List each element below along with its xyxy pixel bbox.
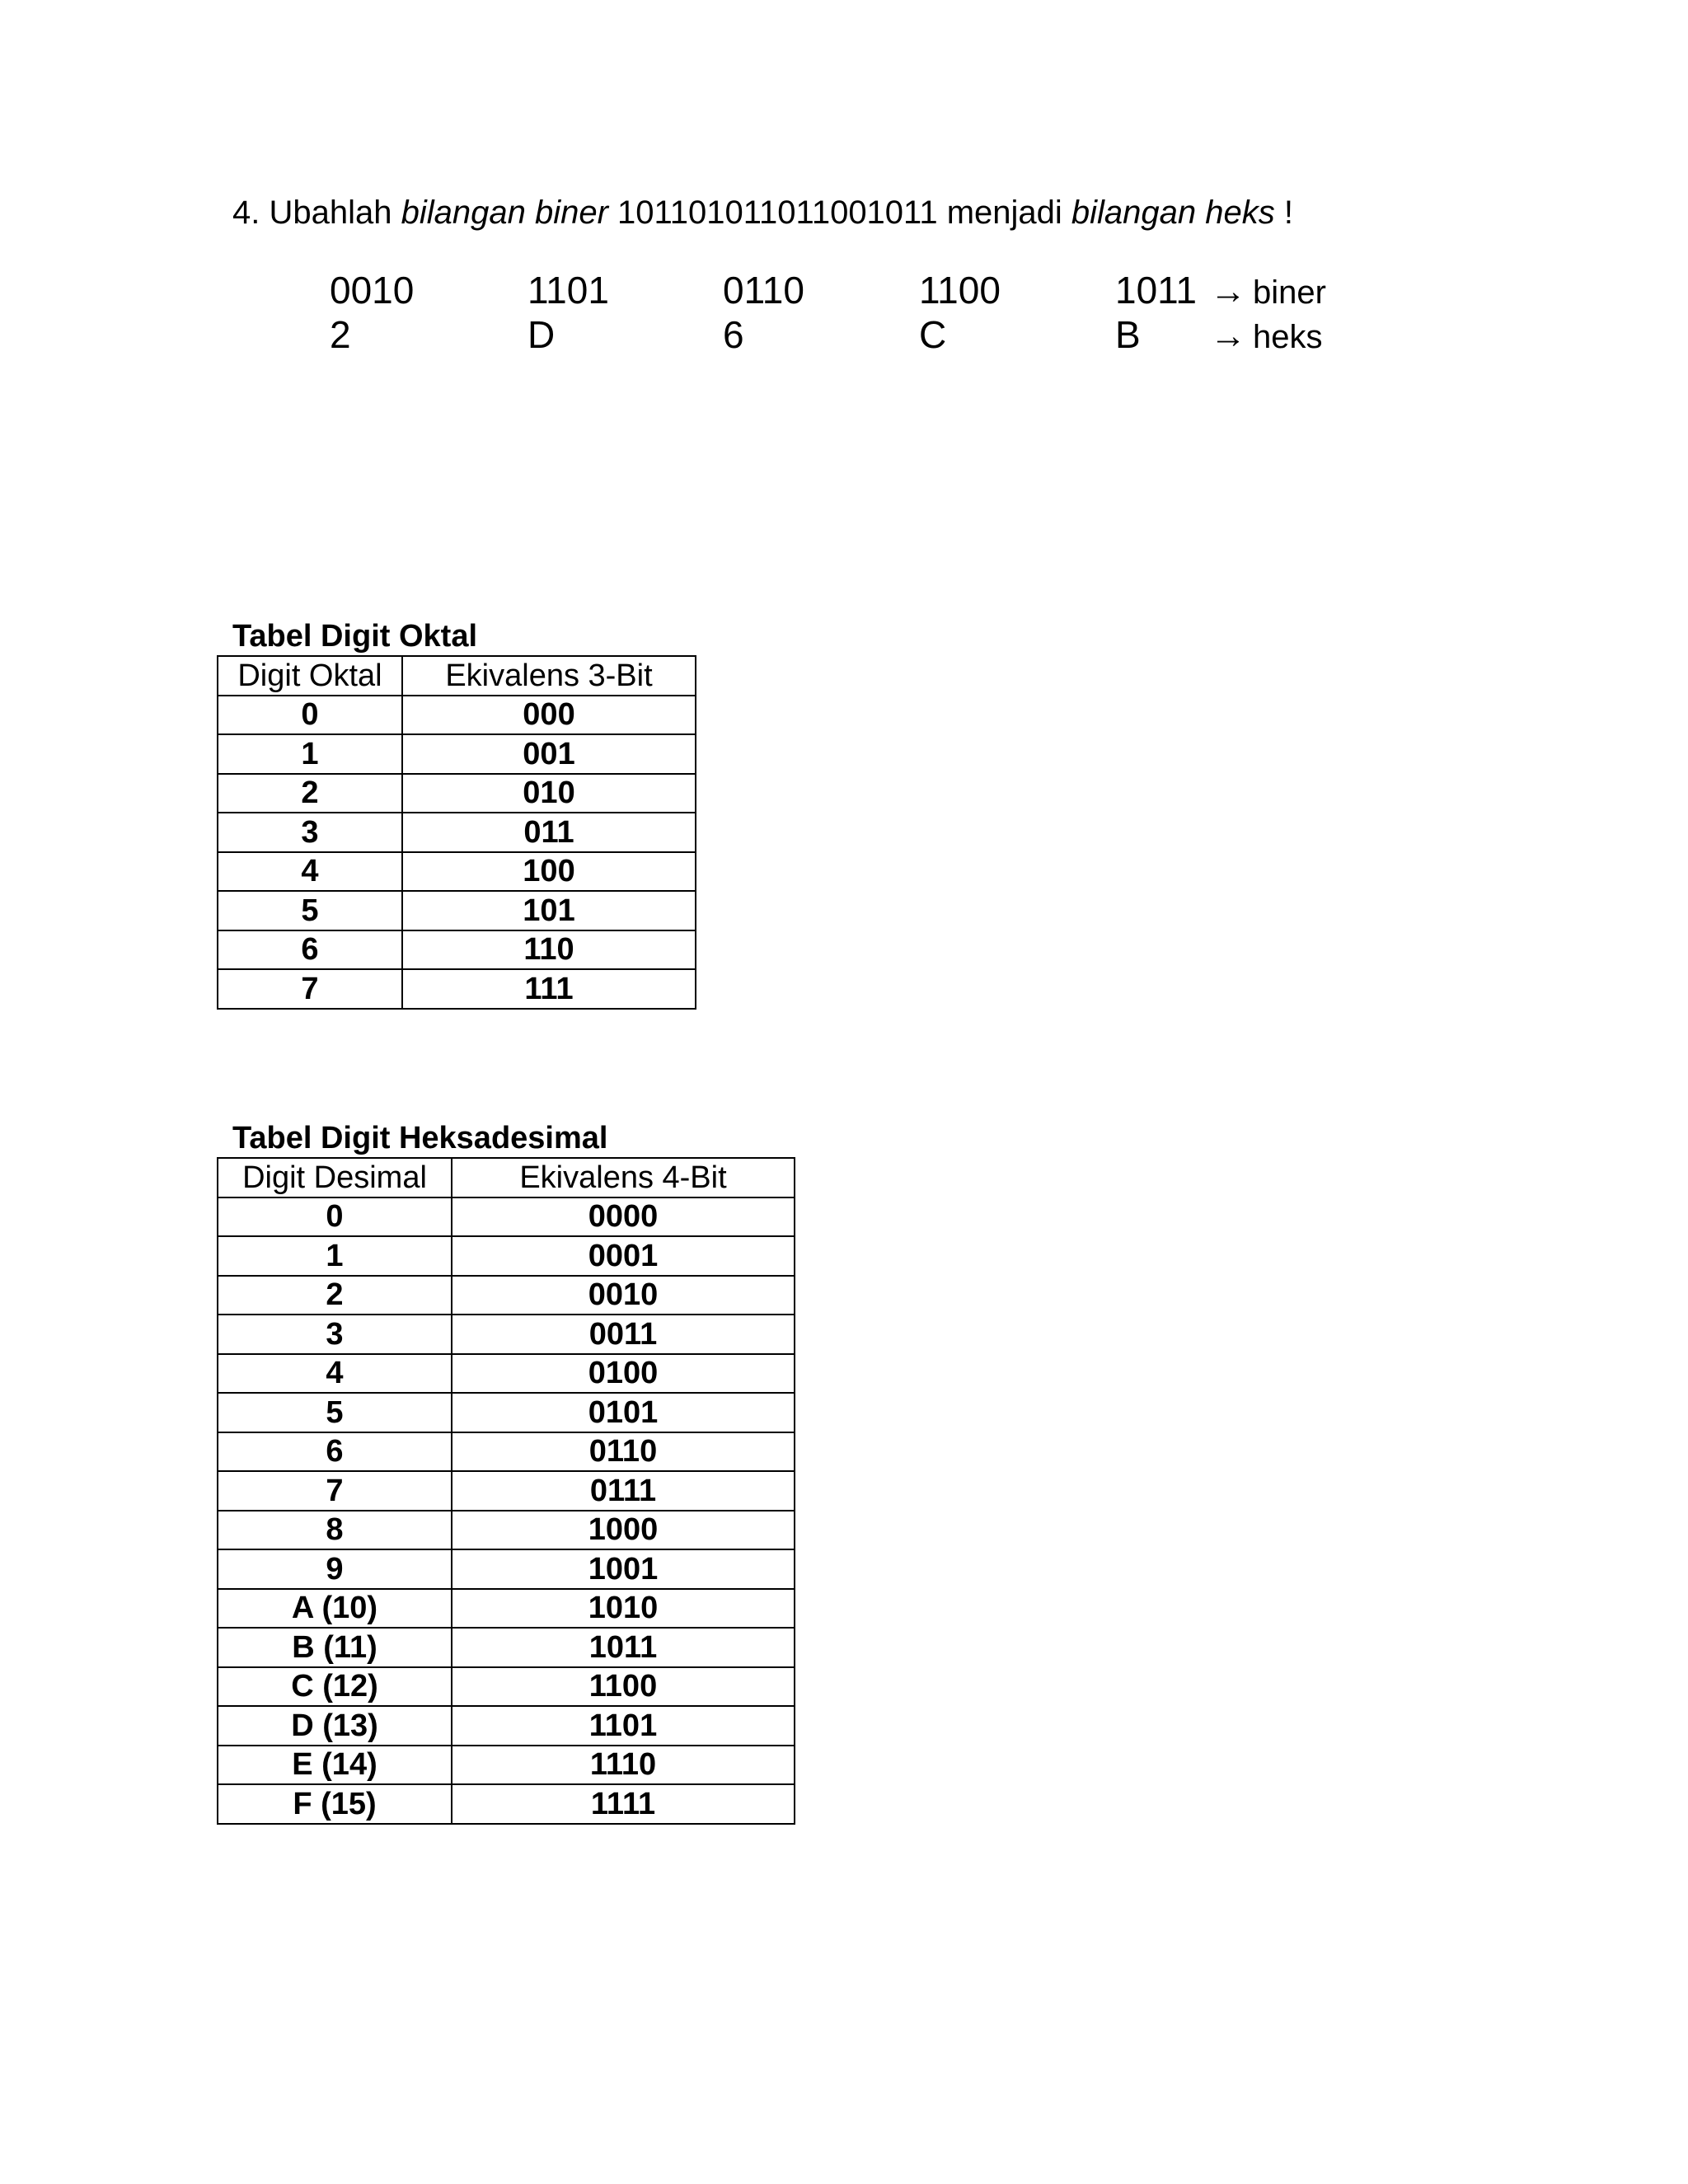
binary-group: 1101 bbox=[528, 269, 609, 312]
table-row bbox=[218, 734, 696, 774]
bit-equivalent-cell: 1010 bbox=[452, 1589, 795, 1629]
bit-equivalent-cell: 0101 bbox=[452, 1393, 795, 1432]
bit-equivalent-cell: 1001 bbox=[452, 1549, 795, 1589]
table-row bbox=[218, 969, 696, 1009]
bit-equivalent-cell: 100 bbox=[402, 852, 696, 892]
binary-row-label bbox=[1210, 269, 1326, 316]
digit-cell: 5 bbox=[218, 1393, 452, 1432]
hex-digit-table bbox=[217, 1157, 795, 1825]
table-row bbox=[218, 1511, 795, 1550]
table-row bbox=[218, 1784, 795, 1824]
digit-cell: F (15) bbox=[218, 1784, 452, 1824]
hex-digit: 6 bbox=[723, 313, 744, 356]
table-row bbox=[218, 696, 696, 735]
table-row bbox=[218, 1746, 795, 1785]
bit-equivalent-cell: 111 bbox=[402, 969, 696, 1009]
hex-label-text: heks bbox=[1253, 319, 1323, 355]
digit-cell: D (13) bbox=[218, 1706, 452, 1746]
bit-equivalent-cell: 000 bbox=[402, 696, 696, 735]
bit-equivalent-cell: 1100 bbox=[452, 1667, 795, 1707]
octal-table-title: Tabel Digit Oktal bbox=[232, 619, 478, 654]
table-row bbox=[218, 1197, 795, 1237]
digit-cell: B (11) bbox=[218, 1628, 452, 1667]
arrow-right-icon: → bbox=[1210, 316, 1246, 356]
bit-equivalent-cell: 011 bbox=[402, 813, 696, 852]
hex-table-title: Tabel Digit Heksadesimal bbox=[232, 1121, 608, 1155]
digit-cell: 8 bbox=[218, 1511, 452, 1550]
digit-cell: 2 bbox=[218, 1276, 452, 1315]
bit-equivalent-cell: 001 bbox=[402, 734, 696, 774]
digit-cell: 7 bbox=[218, 1471, 452, 1511]
arrow-right-icon: → bbox=[1210, 271, 1246, 312]
question-term-hex: bilangan heks bbox=[1071, 194, 1275, 231]
table-row bbox=[218, 1706, 795, 1746]
digit-cell: 1 bbox=[218, 734, 402, 774]
bit-equivalent-cell: 1111 bbox=[452, 1784, 795, 1824]
table-row bbox=[218, 1276, 795, 1315]
table-row bbox=[218, 930, 696, 970]
bit-equivalent-cell: 010 bbox=[402, 774, 696, 813]
bit-equivalent-cell: 1011 bbox=[452, 1628, 795, 1667]
bit-equivalent-cell: 1101 bbox=[452, 1706, 795, 1746]
table-row bbox=[218, 891, 696, 930]
question-prefix: 4. Ubahlah bbox=[232, 194, 401, 231]
hex-digit: D bbox=[528, 313, 556, 356]
column-header: Digit Oktal bbox=[218, 656, 402, 696]
digit-cell: A (10) bbox=[218, 1589, 452, 1629]
column-header: Digit Desimal bbox=[218, 1158, 452, 1197]
digit-cell: 2 bbox=[218, 774, 402, 813]
digit-cell: 1 bbox=[218, 1236, 452, 1276]
bit-equivalent-cell: 110 bbox=[402, 930, 696, 970]
column-header: Ekivalens 3-Bit bbox=[402, 656, 696, 696]
table-row bbox=[218, 774, 696, 813]
hex-digit: C bbox=[919, 313, 947, 356]
digit-cell: 9 bbox=[218, 1549, 452, 1589]
table-row bbox=[218, 813, 696, 852]
digit-cell: 3 bbox=[218, 813, 402, 852]
bit-equivalent-cell: 0110 bbox=[452, 1432, 795, 1472]
binary-group: 1011 bbox=[1115, 269, 1197, 312]
bit-equivalent-cell: 0010 bbox=[452, 1276, 795, 1315]
digit-cell: C (12) bbox=[218, 1667, 452, 1707]
table-row bbox=[218, 1432, 795, 1472]
table-header-row bbox=[218, 656, 696, 696]
question-number: 101101011011001011 menjadi bbox=[607, 194, 1071, 231]
bit-equivalent-cell: 0001 bbox=[452, 1236, 795, 1276]
digit-cell: 5 bbox=[218, 891, 402, 930]
bit-equivalent-cell: 0111 bbox=[452, 1471, 795, 1511]
table-row bbox=[218, 1315, 795, 1354]
binary-group: 0010 bbox=[330, 269, 415, 312]
binary-group: 1100 bbox=[919, 269, 1001, 312]
hex-row-label bbox=[1210, 313, 1323, 360]
table-row bbox=[218, 1549, 795, 1589]
table-row bbox=[218, 1628, 795, 1667]
octal-digit-table bbox=[217, 655, 696, 1010]
bit-equivalent-cell: 1110 bbox=[452, 1746, 795, 1785]
bit-equivalent-cell: 0100 bbox=[452, 1354, 795, 1394]
hex-digit: B bbox=[1115, 313, 1141, 356]
table-row bbox=[218, 1667, 795, 1707]
table-header-row bbox=[218, 1158, 795, 1197]
table-row bbox=[218, 852, 696, 892]
bit-equivalent-cell: 0000 bbox=[452, 1197, 795, 1237]
digit-cell: 7 bbox=[218, 969, 402, 1009]
table-row bbox=[218, 1471, 795, 1511]
digit-cell: 6 bbox=[218, 930, 402, 970]
column-header: Ekivalens 4-Bit bbox=[452, 1158, 795, 1197]
table-row bbox=[218, 1393, 795, 1432]
question-text bbox=[232, 190, 1293, 236]
table-row bbox=[218, 1354, 795, 1394]
digit-cell: 0 bbox=[218, 696, 402, 735]
bit-equivalent-cell: 0011 bbox=[452, 1315, 795, 1354]
bit-equivalent-cell: 1000 bbox=[452, 1511, 795, 1550]
hex-digit: 2 bbox=[330, 313, 351, 356]
digit-cell: 4 bbox=[218, 852, 402, 892]
question-term-binary: bilangan biner bbox=[401, 194, 608, 231]
digit-cell: 6 bbox=[218, 1432, 452, 1472]
table-row bbox=[218, 1236, 795, 1276]
digit-cell: E (14) bbox=[218, 1746, 452, 1785]
bit-equivalent-cell: 101 bbox=[402, 891, 696, 930]
digit-cell: 4 bbox=[218, 1354, 452, 1394]
binary-group: 0110 bbox=[723, 269, 804, 312]
digit-cell: 0 bbox=[218, 1197, 452, 1237]
digit-cell: 3 bbox=[218, 1315, 452, 1354]
binary-label-text: biner bbox=[1253, 274, 1326, 311]
question-suffix: ! bbox=[1274, 194, 1293, 231]
table-row bbox=[218, 1589, 795, 1629]
